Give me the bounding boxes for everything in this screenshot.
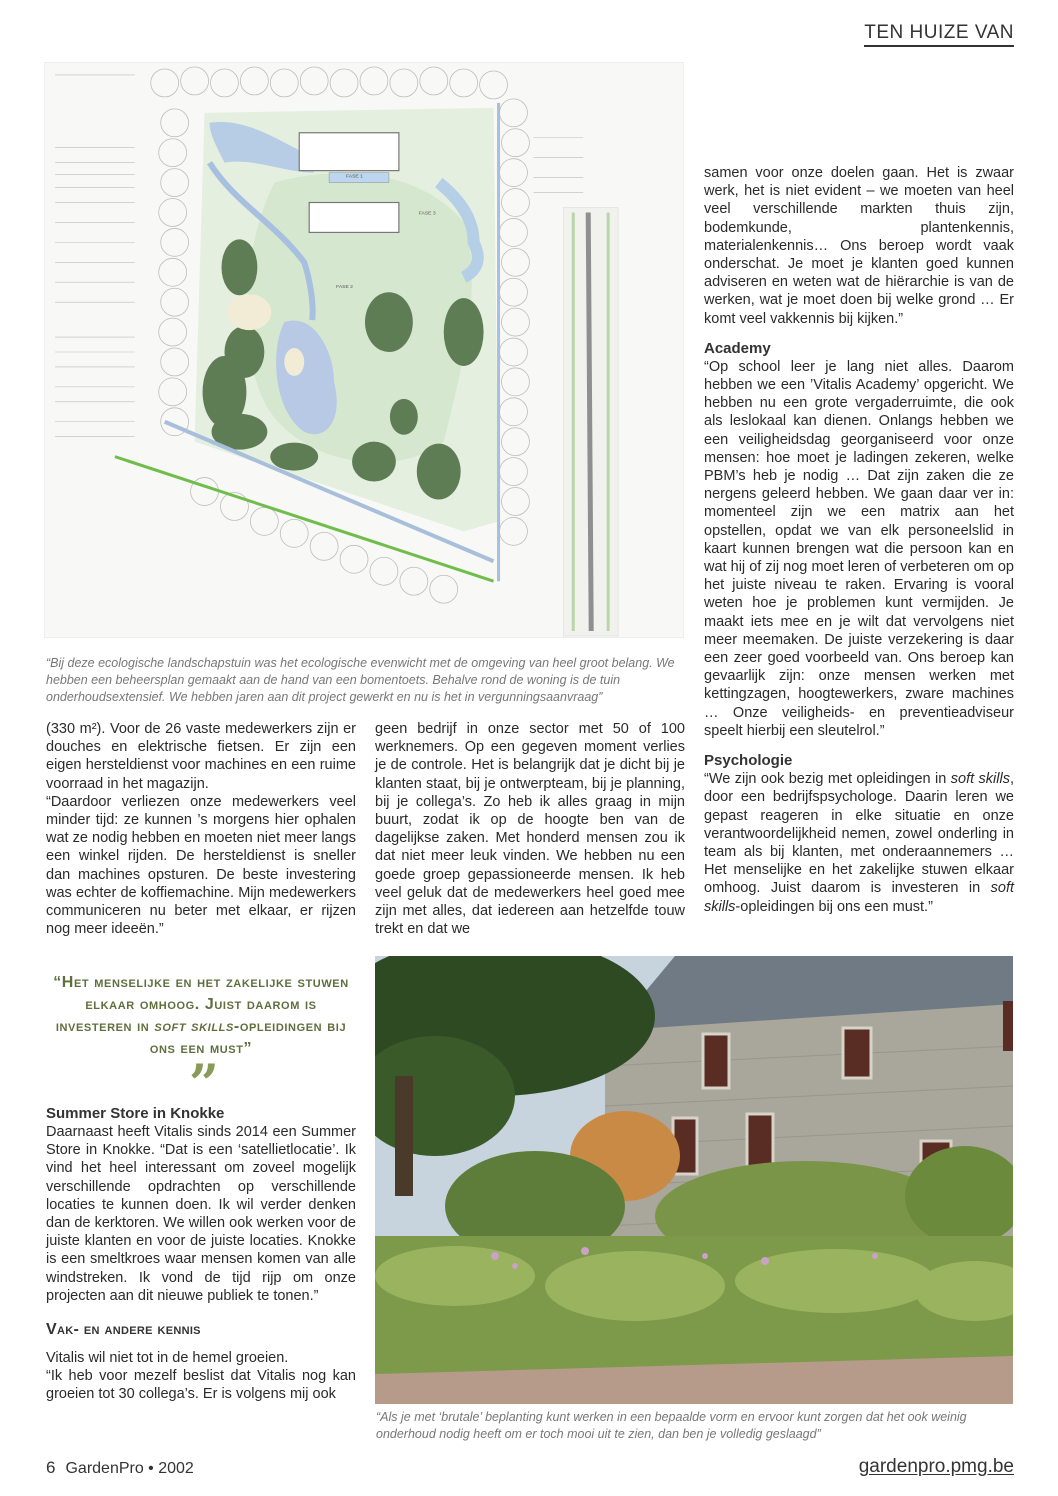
body-paragraph: “Op school leer je lang niet alles. Daarom hebben we een ’Vitalis Academy’ opgericht. We hebben nu een grote vergaderruimte, die ook als leslokaal kan dienen. Onlangs hebben we een veiligheidsdag georganiseerd voor onze mensen: hoe moet je ladingen zekeren, welke PBM’s heb je nodig … Dat zijn zaken die ze nergens geleerd hebben. We gaan daar ver in: momenteel zijn we een matrix aan het opstellen, opdat we van elk personeelslid in kaart kunnen brengen wat die persoon kan en wat hij of zij nog moet leren of verbeteren om op het juiste niveau te raken. Ervaring is vooral weten hoe je problemen kunt vermijden. Je maakt iets mee en je wilt dat vervolgens niet meer meemaken. De juiste verzekering is daar een zeer goed voorbeeld van. Ons beroep kan gevaarlijk zijn: onze mensen werken met kettingzagen, hoogtewerkers, zware machines … Onze veiligheids- en preventieadviseur speelt hierbij een sleutelrol.”: [704, 358, 1014, 739]
body-paragraph: Daarnaast heeft Vitalis sinds 2014 een Summer Store in Knokke. “Dat is een ‘satellietlocatie’. Ik vind het heel interessant om zoveel mogelijk verschillende opdrachten op verschillende locaties te kunnen doen. Ik wil verder denken dan de kerktoren. We willen ook werken voor de juiste klanten en voor de juiste locaties. Knokke is een smeltkroes waar mensen komen van alle windstreken. Ik vond de tijd rijp om onze projecten aan dit nieuwe publiek te tonen.”: [46, 1124, 356, 1304]
body-paragraph: Vitalis wil niet tot in de hemel groeien.: [46, 1350, 289, 1367]
pull-quote-emphasis: soft skills: [154, 1018, 234, 1035]
section-label: TEN HUIZE VAN: [864, 22, 1014, 47]
body-paragraph: geen bedrijf in onze sector met 50 of 100 werknemers. Op een gegeven moment verlies je de controle. Het is belangrijk dat je dicht bij je klanten staat, bij je ontwerpteam, bij je planning, bij je collega’s. Zo heb ik alles graag in mijn buurt, zodat ik op de hoogte ben van de dagelijkse zaken. Met honderd mensen zou ik dat niet meer leuk vinden. We hebben nu een goede groep gepassioneerde mensen. Ik heb veel geluk dat de medewerkers heel goed mee zijn met alles, dat iedereen aan hetzelfde touw trekt en dat we: [375, 721, 685, 938]
text-run: , door een bedrijfspsychologe. Daarin leren we gepast reageren in elke situatie en onze verantwoordelijkheid nemen, zowel onderling in team als bij klanten, met onderaannemers … Het menselijke en het zakelijke stuwen elkaar omhoog. Juist daarom is investeren in: [704, 771, 1014, 897]
landscape-plan-figure: [44, 62, 684, 638]
svg-text:FASE 2: FASE 2: [336, 284, 353, 291]
svg-text:FASE 3: FASE 3: [418, 210, 436, 217]
body-paragraph: samen voor onze doelen gaan. Het is zwaar werk, het is niet evident – we moeten van heel veel verschillende markten thuis zijn, bodemkunde, plantenkennis, materialenkennis… Ons beroep wordt vaak onderschat. Je moet je klanten goed kunnen adviseren en weten wat de hiërarchie is van de werken, wat je moet doen bij welke grond … Er komt veel vakkennis bij kijken.”: [704, 165, 1014, 327]
pull-quote-text: “Het menselijke en het zakelijke stuwen elkaar omhoog. Juist daarom is investeren in: [53, 974, 349, 1035]
body-paragraph: [704, 770, 1014, 916]
garden-photo-illustration: [375, 956, 1013, 1404]
subheading-psychologie: Psychologie: [704, 752, 793, 770]
pull-quote-text: -opleidingen bij ons een must”: [149, 1018, 347, 1057]
emphasis: soft skills: [950, 771, 1010, 788]
landscape-plan-drawing: [45, 63, 683, 637]
article-column-right: [704, 164, 1014, 916]
text-run: -opleidingen bij ons een must.”: [735, 898, 933, 915]
article-column-mid-left: [46, 720, 356, 938]
text-run: “We zijn ook bezig met opleidingen in: [704, 771, 951, 788]
article-column-mid-right: [375, 720, 685, 938]
photo-caption: “Als je met ‘brutale’ beplanting kunt werken in een bepaalde vorm en ervoor kunt zorgen dat het ook weinig onderhoud nodig heeft om er toch mooi uit te zien, dan ben je volledig geslaagd”: [376, 1410, 967, 1441]
svg-text:FASE 1: FASE 1: [346, 173, 363, 180]
emphasis: soft skills: [704, 880, 1014, 915]
quote-mark-icon: ”: [189, 1054, 219, 1115]
footer-website-link[interactable]: gardenpro.pmg.be: [858, 1456, 1014, 1477]
footer-left: [46, 1458, 194, 1478]
page-number: 6: [46, 1458, 56, 1477]
body-paragraph: “Ik heb voor mezelf beslist dat Vitalis nog kan groeien tot 30 collega’s. Er is volgens mij ook: [46, 1368, 356, 1403]
magazine-issue: GardenPro • 2002: [65, 1460, 194, 1477]
garden-photo: [375, 956, 1013, 1404]
plan-caption: “Bij deze ecologische landschapstuin was het ecologische evenwicht met de omgeving van heel groot belang. We hebben een beheersplan gemaakt aan de hand van een bomentoets. Behalve rond de woning is de tuin onderhoudsextensief. We hebben jaren aan dit project gewerkt en nu is het in vergunningsaanvraag”: [46, 656, 675, 704]
subheading-academy: Academy: [704, 339, 771, 357]
subheading-summer-store: Summer Store in Knokke: [46, 1105, 225, 1122]
body-paragraph: “Daardoor verliezen onze medewerkers veel minder tijd: ze kunnen ’s morgens hier ophalen wat ze nodig hebben en moeten niet meer langs een winkel rijden. De hersteldienst is sneller dan machines opsturen. De beste investering was echter de koffiemachine. Mijn medewerkers communiceren nu beter met elkaar, er rijzen nog meer ideeën.”: [46, 793, 356, 938]
subheading-vak-kennis: Vak- en andere kennis: [46, 1321, 201, 1339]
pull-quote: [46, 972, 356, 1060]
body-paragraph: (330 m²). Voor de 26 vaste medewerkers zijn er douches en elektrische fietsen. Er zijn een eigen hersteldienst voor machines en een ruime voorraad in het magazijn.: [46, 721, 356, 792]
article-column-bottom-left: [46, 1105, 356, 1404]
